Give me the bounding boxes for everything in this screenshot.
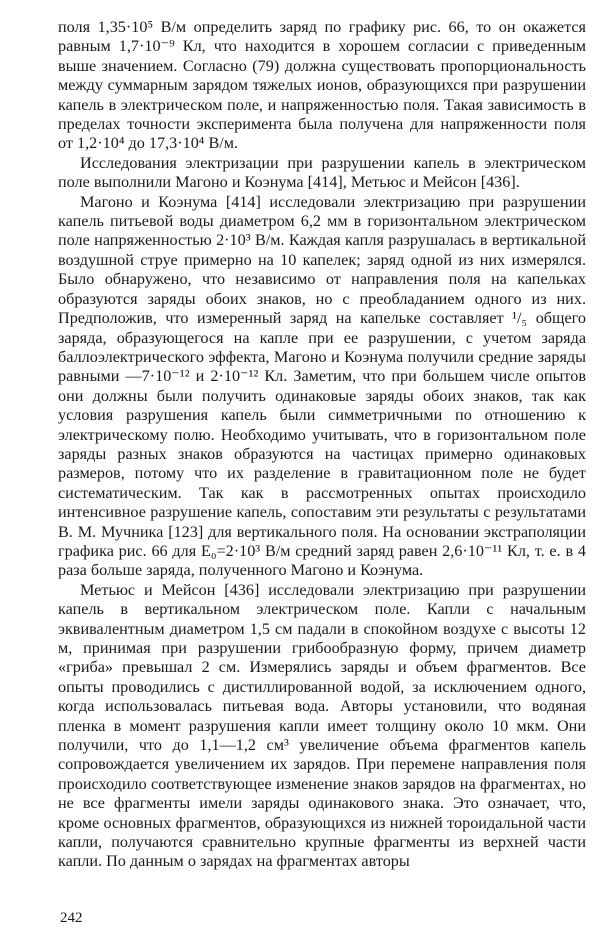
paragraph-continuation: поля 1,35·10⁵ В/м определить заряд по графику рис. 66, то он окажется равным 1,7·10⁻⁹ Кл, что находится в хорошем согласии с приведенным выше значением. Согласно (79) должна существовать пропорциональность между суммарным зарядом тяжелых ионов, образующихся при разрушении капель в электрическом поле, и напряженностью поля. Такая зависимость в пределах точности эксперимента была получена для напряженности поля от 1,2·10⁴ до 17,3·10⁴ В/м. [58, 18, 586, 153]
paragraph-magono-koenuma: Магоно и Коэнума [414] исследовали электризацию при разрушении капель питьевой воды диаметром 6,2 мм в горизонтальном электрическом поле напряженностью 2·10³ В/м. Каждая капля разрушалась в вертикальной воздушной струе примерно на 10 капелек; заряд одной из них измерялся. Было обнаружено, что независимо от направления поля на капельках образуются заряды обоих знаков, но с преобладанием одного из них. Предположив, что измеренный заряд на капельке составляет ¹/₅ общего заряда, образующегося на капле при ее разрушении, с учетом заряда баллоэлектрического эффекта, Магоно и Коэнума получили средние заряды равными —7·10⁻¹² и 2·10⁻¹² Кл. Заметим, что при большем числе опытов они должны были получить одинаковые заряды обоих знаков, так как условия разрушения капель были симметричными по отношению к электрическому полю. Необходимо учитывать, что в горизонтальном поле заряды разных знаков образуются на частицах примерно одинаковых размеров, потому что их разделение в гравитационном поле не будет систематическим. Так как в рассмотренных опытах происходило интенсивное разрушение капель, сопоставим эти результаты с результатами В. М. Мучника [123] для вертикального поля. На основании экстраполяции графика рис. 66 для E₀=2·10³ В/м средний заряд равен 2,6·10⁻¹¹ Кл, т. е. в 4 раза больше заряда, полученного Магоно и Коэнума. [58, 192, 586, 580]
page-body [58, 18, 586, 872]
page-number: 242 [60, 910, 83, 926]
paragraph-matthews-mason: Метьюс и Мейсон [436] исследовали электризацию при разрушении капель в вертикальном электрическом поле. Капли с начальным эквивалентным диаметром 1,5 см падали в спокойном воздухе с высоты 12 м, принимая при разрушении грибообразную форму, причем диаметр «гриба» превышал 2 см. Измерялись заряды и объем фрагментов. Все опыты проводились с дистиллированной водой, за исключением одного, когда использовалась питьевая вода. Авторы установили, что водяная пленка в момент разрушения капли имеет толщину около 10 мкм. Они получили, что до 1,1—1,2 см³ увеличение объема фрагментов капель сопровождается увеличением их зарядов. При перемене направления поля происходило соответствующее изменение знаков зарядов на фрагментах, но не все фрагменты имели заряды одинакового знака. Это означает, что, кроме основных фрагментов, образующихся из нижней тороидальной части капли, получаются сравнительно крупные фрагменты из верхней части капли. По данным о зарядах на фрагментах авторы [58, 580, 586, 871]
paragraph-studies-overview: Исследования электризации при разрушении капель в электрическом поле выполнили Магоно и Коэнума [414], Метьюс и Мейсон [436]. [58, 153, 586, 192]
